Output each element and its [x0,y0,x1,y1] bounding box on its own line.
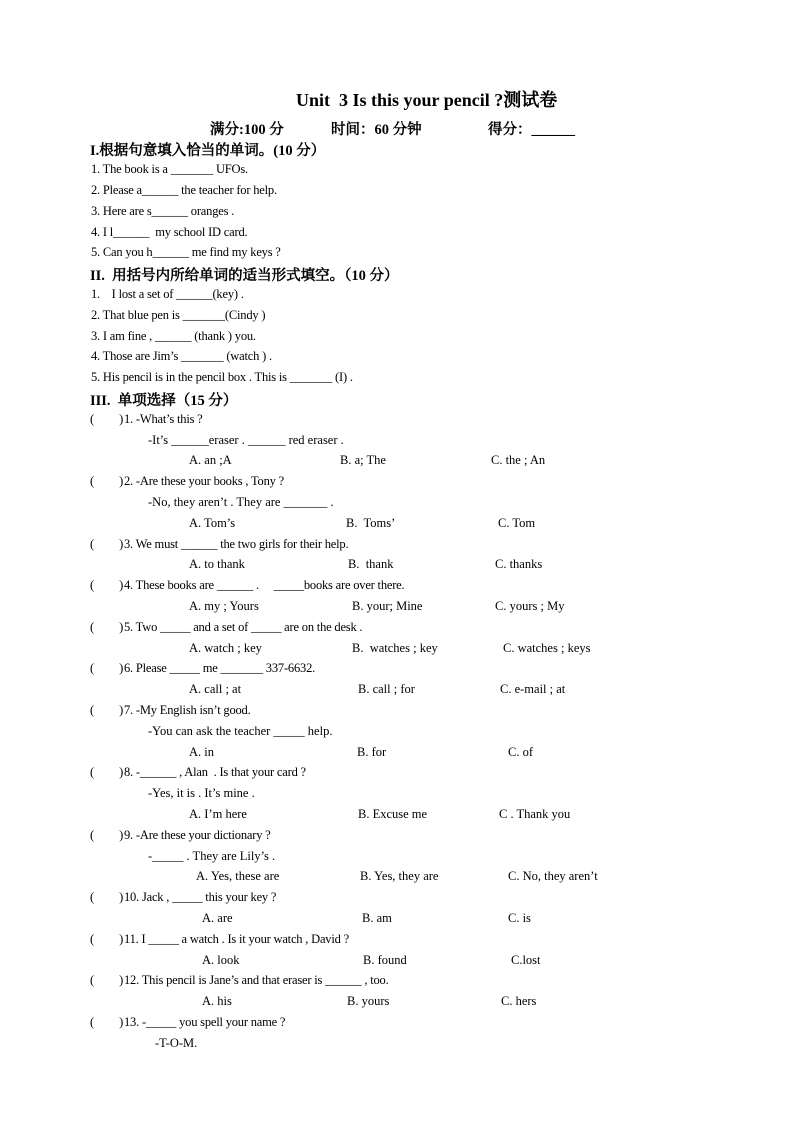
q8-option-b: B. Excuse me [358,807,428,821]
q7-option-a: A. in [189,745,214,759]
answer-paren: ( ) [90,620,124,634]
q7-option-c: C. of [508,745,533,759]
question-12: 12. This pencil is Jane’s and that eraser is ______ , too. [124,973,389,987]
question-13: 13. -_____ you spell your name ? [124,1015,286,1029]
q6-option-a: A. call ; at [189,682,242,696]
question-9: 9. -Are these your dictionary ? [124,828,271,842]
question-7-line-2: -You can ask the teacher _____ help. [148,724,333,738]
question-1-line-2: -It’s ______eraser . ______ red eraser . [148,433,344,447]
answer-paren: ( ) [90,578,124,592]
answer-paren: ( ) [90,537,124,551]
q2-option-c: C. Tom [498,516,536,530]
q4-option-c: C. yours ; My [495,599,565,613]
q3-option-b: B. thank [348,557,394,571]
question-3: 3. We must ______ the two girls for their help. [124,537,349,551]
full-marks: 满分:100 分 [210,122,284,138]
q2-option-b: B. Toms’ [346,516,396,530]
section-2-heading: II. 用括号内所给单词的适当形式填空。（10 分） [90,268,399,284]
s2-item-2: 2. That blue pen is _______(Cindy ) [91,308,266,322]
q12-option-b: B. yours [347,994,390,1008]
q5-option-b: B. watches ; key [352,641,438,655]
s1-item-3: 3. Here are s______ oranges . [91,204,235,218]
q11-option-a: A. look [202,953,240,967]
q7-option-b: B. for [357,745,387,759]
s1-item-2: 2. Please a______ the teacher for help. [91,183,277,197]
q9-option-c: C. No, they aren’t [508,869,598,883]
s1-item-1: 1. The book is a _______ UFOs. [91,162,248,176]
question-2: 2. -Are these your books , Tony ? [124,474,284,488]
s1-item-5: 5. Can you h______ me find my keys ? [91,245,281,259]
answer-paren: ( ) [90,474,124,488]
question-7: 7. -My English isn’t good. [124,703,251,717]
question-2-line-2: -No, they aren’t . They are _______ . [148,495,334,509]
question-8-line-2: -Yes, it is . It’s mine . [148,786,255,800]
q10-option-a: A. are [202,911,233,925]
q11-option-c: C.lost [511,953,541,967]
q9-option-a: A. Yes, these are [196,869,280,883]
s2-item-1: 1. I lost a set of ______(key) . [91,287,244,301]
q4-option-b: B. your; Mine [352,599,423,613]
answer-paren: ( ) [90,828,124,842]
answer-paren: ( ) [90,890,124,904]
q12-option-a: A. his [202,994,232,1008]
section-3-heading: III. 单项选择（15 分） [90,393,238,409]
answer-paren: ( ) [90,661,124,675]
question-8: 8. -______ , Alan . Is that your card ? [124,765,306,779]
question-11: 11. I _____ a watch . Is it your watch , David ? [124,932,349,946]
q1-option-a: A. an ;A [189,453,232,467]
q5-option-c: C. watches ; keys [503,641,591,655]
score-field: 得分：______ [488,122,575,138]
question-6: 6. Please _____ me _______ 337-6632. [124,661,316,675]
question-5: 5. Two _____ and a set of _____ are on the desk . [124,620,363,634]
answer-paren: ( ) [90,932,124,946]
s1-item-4: 4. I l______ my school ID card. [91,225,248,239]
s2-item-4: 4. Those are Jim’s _______ (watch ) . [91,349,272,363]
answer-paren: ( ) [90,765,124,779]
s2-item-5: 5. His pencil is in the pencil box . This is _______ (I) . [91,370,353,384]
answer-paren: ( ) [90,973,124,987]
question-4: 4. These books are ______ . _____books are over there. [124,578,405,592]
q10-option-c: C. is [508,911,531,925]
q2-option-a: A. Tom’s [189,516,236,530]
q8-option-a: A. I’m here [189,807,247,821]
question-9-line-2: -_____ . They are Lily’s . [148,849,276,863]
time-limit: 时间：60 分钟 [331,122,422,138]
q9-option-b: B. Yes, they are [360,869,439,883]
q10-option-b: B. am [362,911,392,925]
page-title: Unit 3 Is this your pencil ?测试卷 [296,90,558,110]
q1-option-c: C. the ; An [491,453,546,467]
q1-option-b: B. a; The [340,453,386,467]
question-1: 1. -What’s this ? [124,412,203,426]
answer-paren: ( ) [90,703,124,717]
q6-option-c: C. e-mail ; at [500,682,566,696]
question-13-line-2: -T-O-M. [155,1036,198,1050]
q12-option-c: C. hers [501,994,537,1008]
q8-option-c: C . Thank you [499,807,571,821]
q11-option-b: B. found [363,953,407,967]
q4-option-a: A. my ; Yours [189,599,259,613]
q5-option-a: A. watch ; key [189,641,262,655]
answer-paren: ( ) [90,1015,124,1029]
answer-paren: ( ) [90,412,124,426]
section-1-heading: I.根据句意填入恰当的单词。(10 分） [90,143,326,159]
q6-option-b: B. call ; for [358,682,415,696]
q3-option-a: A. to thank [189,557,245,571]
question-10: 10. Jack , _____ this your key ? [124,890,277,904]
s2-item-3: 3. I am fine , ______ (thank ) you. [91,329,256,343]
q3-option-c: C. thanks [495,557,543,571]
